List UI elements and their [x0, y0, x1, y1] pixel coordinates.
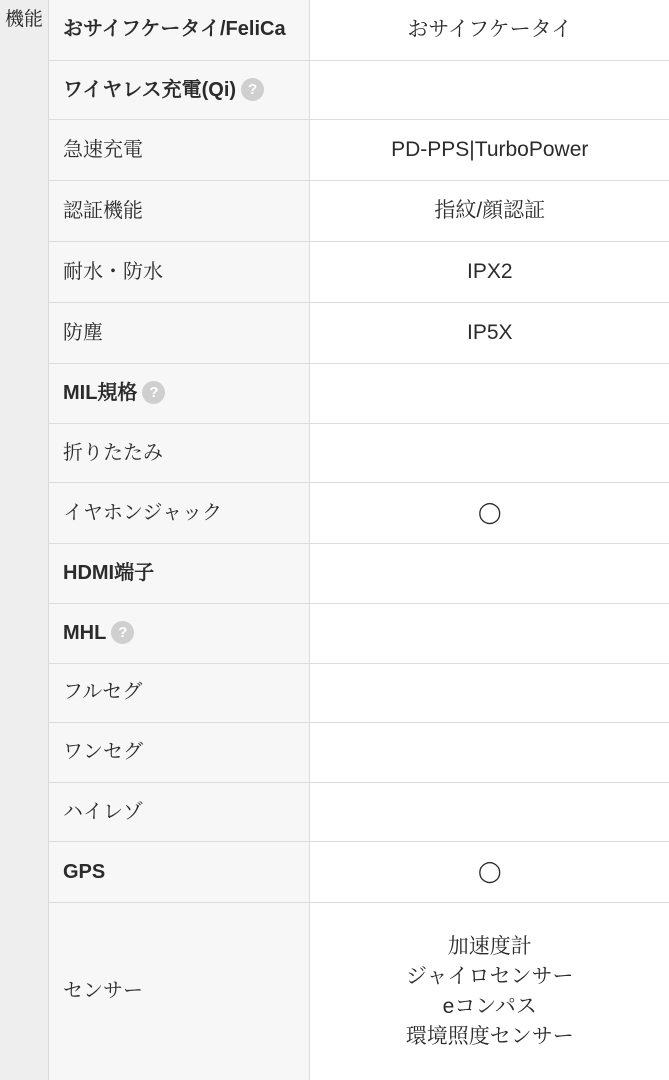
- table-row: [49, 120, 669, 181]
- spec-row-label: 耐水・防水: [63, 260, 163, 283]
- spec-row-value: IP5X: [466, 321, 513, 345]
- spec-row-label: 急速充電: [63, 138, 143, 161]
- table-row: [49, 544, 669, 604]
- spec-row-label-cell: [49, 663, 309, 723]
- spec-row-label-cell: [49, 303, 309, 364]
- spec-row-label-cell: [49, 544, 309, 604]
- spec-row-value: 環境照度センサー: [405, 1024, 574, 1048]
- table-row: [49, 603, 669, 663]
- spec-row-value-cell: [309, 842, 669, 903]
- table-row: [49, 423, 669, 483]
- spec-row-label-cell: [49, 483, 309, 544]
- spec-row-value: ◯: [477, 501, 502, 525]
- table-row: [49, 181, 669, 242]
- spec-row-label: フルセグ: [63, 681, 143, 704]
- spec-row-value: ジャイロセンサー: [405, 964, 574, 988]
- help-icon[interactable]: ?: [241, 78, 264, 101]
- spec-row-label-cell: [49, 242, 309, 303]
- spec-row-value-cell: [309, 303, 669, 364]
- spec-row-value: 加速度計: [447, 934, 532, 958]
- spec-row-value-cell: [309, 903, 669, 1080]
- spec-row-label-cell: [49, 782, 309, 842]
- spec-row-label-cell: [49, 120, 309, 181]
- spec-row-label-cell: [49, 60, 309, 120]
- spec-row-label: GPS: [63, 860, 106, 883]
- spec-row-value-cell: [309, 603, 669, 663]
- spec-table: [49, 0, 669, 1080]
- spec-row-label: ワンセグ: [63, 740, 143, 763]
- spec-row-value-cell: [309, 364, 669, 424]
- spec-group-label: 機能: [4, 9, 43, 30]
- spec-row-label-cell: [49, 603, 309, 663]
- spec-row-value-cell: [309, 181, 669, 242]
- spec-row-label: ワイヤレス充電(Qi): [63, 78, 237, 101]
- spec-row-value: ◯: [477, 860, 502, 884]
- table-row: [49, 303, 669, 364]
- spec-row-value-cell: [309, 423, 669, 483]
- table-row: [49, 0, 669, 60]
- help-icon[interactable]: ?: [111, 621, 134, 644]
- spec-row-label: 防塵: [63, 321, 103, 344]
- spec-row-value-cell: [309, 723, 669, 783]
- spec-row-value-cell: [309, 782, 669, 842]
- spec-row-label: HDMI端子: [63, 562, 155, 585]
- spec-row-value: IPX2: [466, 260, 513, 284]
- spec-row-label: MIL規格: [63, 381, 138, 404]
- table-row: [49, 364, 669, 424]
- spec-row-value-cell: [309, 663, 669, 723]
- spec-row-value-cell: [309, 544, 669, 604]
- table-row: [49, 842, 669, 903]
- spec-row-value-cell: [309, 242, 669, 303]
- spec-row-value-cell: [309, 483, 669, 544]
- spec-row-value: eコンパス: [442, 994, 537, 1018]
- spec-row-label: イヤホンジャック: [63, 501, 223, 524]
- table-row: [49, 663, 669, 723]
- spec-row-label: 折りたたみ: [63, 441, 163, 464]
- table-row: [49, 242, 669, 303]
- help-icon[interactable]: ?: [142, 381, 165, 404]
- table-row: [49, 723, 669, 783]
- spec-table-body: [49, 0, 669, 1080]
- spec-row-label-cell: [49, 903, 309, 1080]
- spec-row-value: おサイフケータイ: [407, 17, 573, 41]
- table-row: [49, 903, 669, 1080]
- spec-row-value-cell: [309, 0, 669, 60]
- spec-row-label-cell: [49, 0, 309, 60]
- spec-group-column: [0, 0, 49, 1080]
- spec-row-label-cell: [49, 181, 309, 242]
- spec-row-label-cell: [49, 423, 309, 483]
- table-row: [49, 60, 669, 120]
- spec-row-label: ハイレゾ: [63, 800, 143, 823]
- spec-row-label: おサイフケータイ/FeliCa: [63, 18, 286, 41]
- spec-row-label-cell: [49, 723, 309, 783]
- spec-row-value: PD-PPS|TurboPower: [391, 138, 589, 162]
- spec-row-value-cell: [309, 60, 669, 120]
- spec-row-label: 認証機能: [63, 199, 143, 222]
- spec-row-value: 指紋/顔認証: [434, 199, 546, 223]
- table-row: [49, 782, 669, 842]
- spec-row-label: センサー: [63, 980, 143, 1003]
- spec-row-label: MHL: [63, 621, 107, 644]
- spec-row-label-cell: [49, 842, 309, 903]
- table-row: [49, 483, 669, 544]
- spec-row-value-cell: [309, 120, 669, 181]
- spec-row-label-cell: [49, 364, 309, 424]
